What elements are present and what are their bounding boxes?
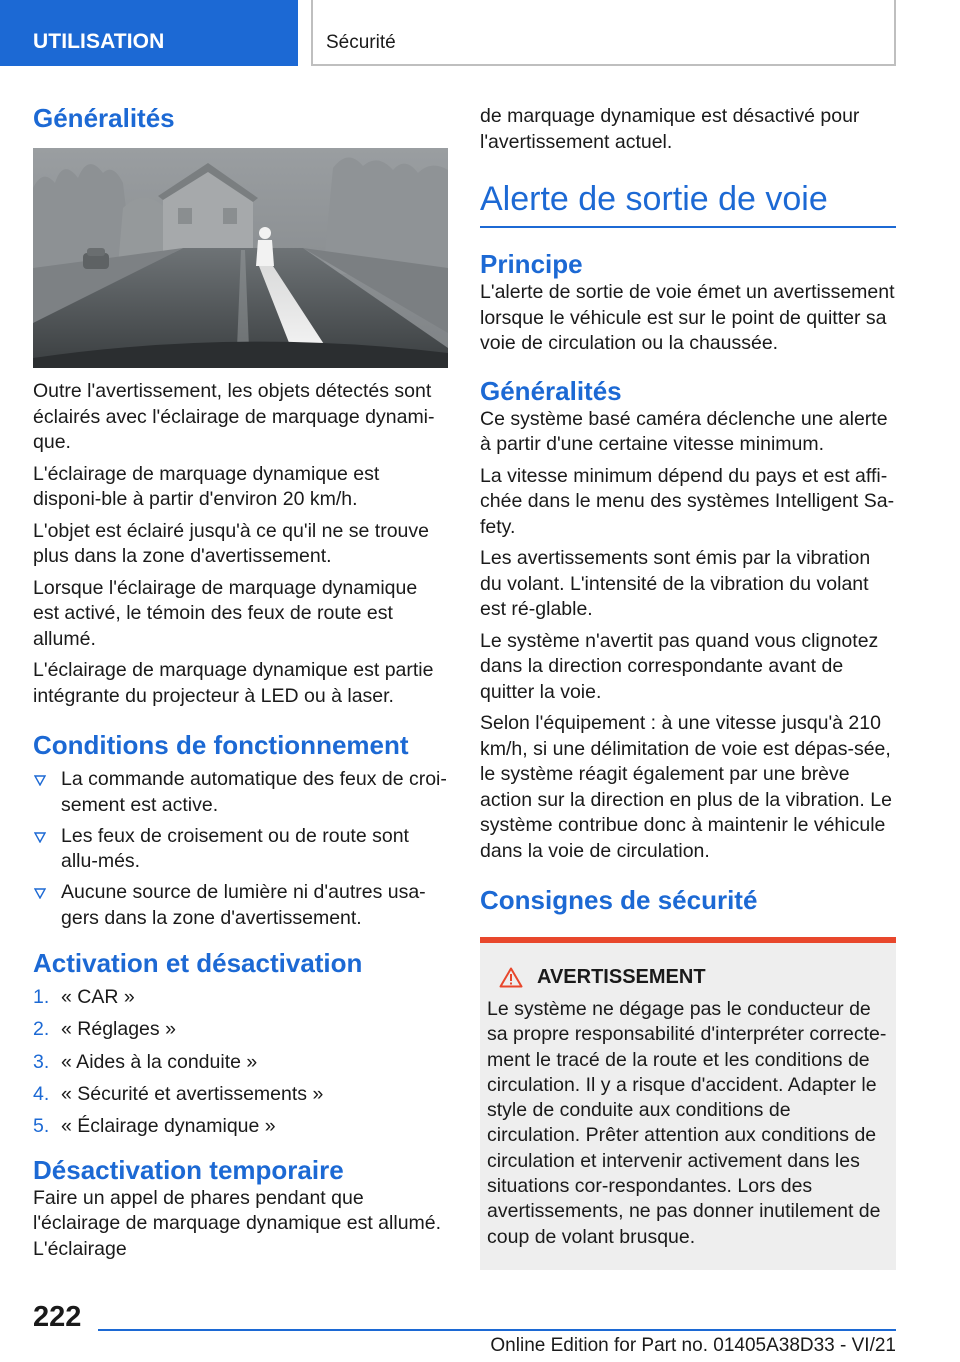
triangle-bullet-icon bbox=[34, 775, 46, 786]
paragraph: L'objet est éclairé jusqu'à ce qu'il ne se trouve plus dans la zone d'avertissement. bbox=[33, 519, 429, 567]
heading-conditions: Conditions de fonctionnement bbox=[33, 730, 409, 760]
heading-generalites: Généralités bbox=[33, 103, 175, 133]
paragraph: Ce système basé caméra déclenche une alerte à partir d'une certaine vitesse minimum. bbox=[480, 407, 888, 455]
paragraph: La vitesse minimum dépend du pays et est affi-chée dans le menu des systèmes Intelligent Sa-fety. bbox=[480, 464, 895, 538]
list-item bbox=[33, 824, 448, 875]
paragraph: Le système n'avertit pas quand vous clignotez dans la direction correspondante avant de quitter la voie. bbox=[480, 629, 879, 703]
warning-title bbox=[487, 965, 888, 989]
step-text: « CAR » bbox=[61, 986, 135, 1008]
heading-activation: Activation et désactivation bbox=[33, 948, 363, 978]
list-item bbox=[33, 767, 448, 818]
list-item bbox=[33, 1050, 448, 1076]
step-text: « Aides à la conduite » bbox=[61, 1050, 258, 1073]
night-road-illustration bbox=[33, 148, 448, 368]
right-column bbox=[480, 104, 896, 1270]
step-text: « Réglages » bbox=[61, 1018, 176, 1041]
heading-principe: Principe bbox=[480, 249, 583, 279]
footer-rule bbox=[98, 1329, 896, 1331]
list-item bbox=[33, 985, 448, 1011]
page-number: 222 bbox=[33, 1301, 82, 1333]
left-column bbox=[33, 100, 448, 1262]
paragraph: Les avertissements sont émis par la vibration du volant. L'intensité de la vibration du volant est ré-glable. bbox=[480, 547, 871, 620]
list-item bbox=[33, 1017, 448, 1043]
list-item bbox=[33, 1082, 448, 1108]
list-item-text: La commande automatique des feux de croi-sement est active. bbox=[61, 768, 447, 816]
step-number: 2. bbox=[33, 1018, 50, 1041]
list-item bbox=[33, 880, 448, 931]
step-text: « Sécurité et avertissements » bbox=[61, 1082, 324, 1105]
chapter-title-rule bbox=[480, 226, 896, 228]
heading-desactivation: Désactivation temporaire bbox=[33, 1154, 344, 1185]
list-item bbox=[33, 1114, 448, 1140]
paragraph: Lorsque l'éclairage de marquage dynamique est activé, le témoin des feux de route est allumé. bbox=[33, 576, 418, 650]
step-number: 4. bbox=[33, 1082, 50, 1105]
step-text: « Éclairage dynamique » bbox=[61, 1115, 276, 1138]
paragraph: L'éclairage de marquage dynamique est partie intégrante du projecteur à LED ou à laser. bbox=[33, 659, 434, 707]
triangle-bullet-icon bbox=[34, 888, 46, 899]
step-number: 5. bbox=[33, 1115, 50, 1138]
step-number: 1. bbox=[33, 986, 50, 1008]
warning-box bbox=[480, 937, 896, 1270]
step-number: 3. bbox=[33, 1050, 50, 1073]
paragraph: L'éclairage de marquage dynamique est disponi-ble à partir d'environ 20 km/h. bbox=[33, 462, 380, 510]
list-item-text: Aucune source de lumière ni d'autres usa-gers dans la zone d'avertissement. bbox=[61, 881, 426, 929]
triangle-bullet-icon bbox=[34, 832, 46, 843]
warning-triangle-icon bbox=[499, 967, 523, 988]
footer-edition: Online Edition for Part no. 01405A38D33 - VI/21 bbox=[490, 1335, 896, 1356]
heading-consignes: Consignes de sécurité bbox=[480, 885, 758, 915]
activation-steps bbox=[33, 985, 448, 1140]
header-topic: Sécurité bbox=[311, 0, 896, 66]
paragraph: de marquage dynamique est désactivé pour l'avertissement actuel. bbox=[480, 105, 860, 153]
paragraph: Selon l'équipement : à une vitesse jusqu'à 210 km/h, si une délimitation de voie est dépas-sée, le système réagit également par une brève action sur la direction en plus de la vibration. Le système contribue donc à maintenir le véhicule dans la voie de circulation. bbox=[480, 712, 892, 862]
list-item-text: Les feux de croisement ou de route sont allu-més. bbox=[61, 824, 409, 872]
paragraph: Outre l'avertissement, les objets détectés sont éclairés avec l'éclairage de marquage dynami-que. bbox=[33, 380, 435, 453]
header-section-tab: UTILISATION bbox=[0, 0, 298, 66]
chapter-title: Alerte de sortie de voie bbox=[480, 180, 828, 218]
heading-generalites-right: Généralités bbox=[480, 375, 622, 406]
warning-title-text: AVERTISSEMENT bbox=[537, 966, 706, 988]
conditions-list bbox=[33, 767, 448, 931]
warning-text: Le système ne dégage pas le conducteur de sa propre responsabilité d'interpréter correcte-ment le tracé de la route et les conditions de circulation. Il y a risque d'accident. Adapter le style de conduite aux conditions de circulation. Prêter attention aux conditions de circulation et intervenir activement dans les situations cor-respondantes. Lors des avertissements, ne pas donner inutilement de coup de volant brusque. bbox=[487, 998, 887, 1248]
paragraph: L'alerte de sortie de voie émet un avertissement lorsque le véhicule est sur le point de quitter sa voie de circulation ou la chaussée. bbox=[480, 281, 895, 354]
paragraph: Faire un appel de phares pendant que l'éclairage de marquage dynamique est allumé. L'éclairage bbox=[33, 1186, 442, 1260]
